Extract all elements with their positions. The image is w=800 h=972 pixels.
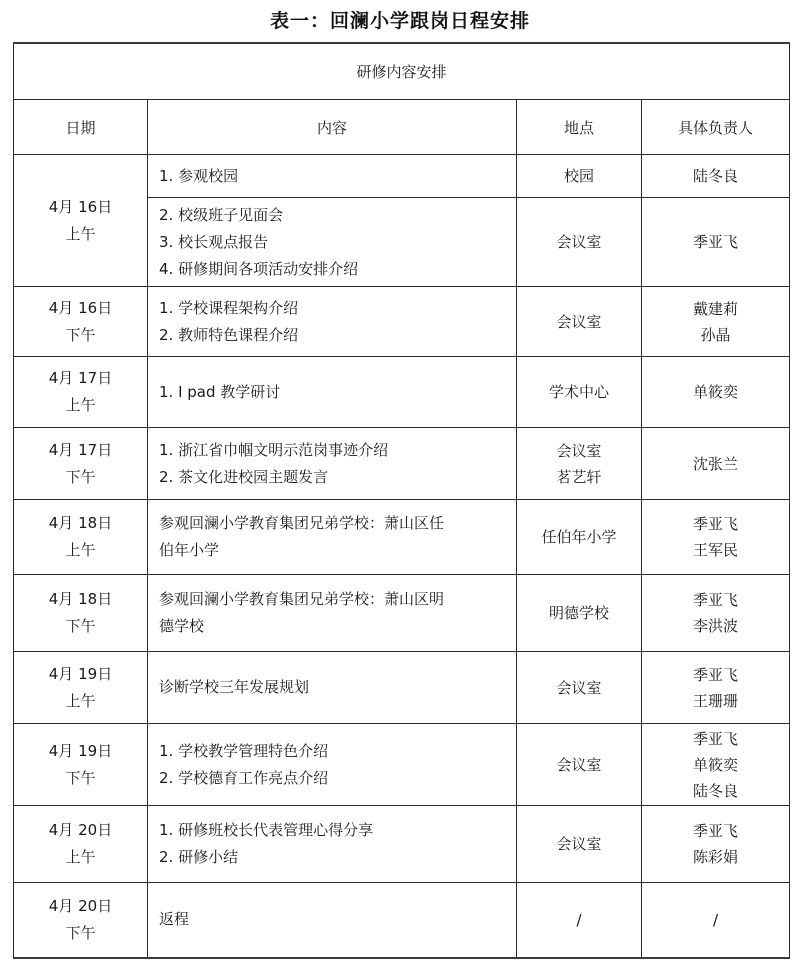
owner-name: 王珊珊	[693, 691, 739, 710]
owner-name: 陆冬良	[693, 781, 739, 800]
content-line: 2. 学校德育工作亮点介绍	[159, 768, 329, 787]
owner-cell	[642, 287, 790, 357]
period-text: 下午	[65, 325, 96, 344]
place-cell	[517, 428, 642, 500]
owner-cell	[642, 724, 790, 806]
owner-name: 季亚飞	[693, 515, 739, 533]
period-text: 下午	[65, 467, 96, 486]
column-header-content: 内容	[148, 100, 517, 155]
date-cell	[14, 287, 148, 357]
place-text: 会议室	[556, 312, 602, 331]
owner-name: 单筱奕	[693, 383, 739, 401]
table-row	[14, 806, 790, 883]
owner-cell	[642, 198, 790, 287]
table-row	[14, 428, 790, 500]
place-text: /	[576, 910, 582, 929]
owner-name: 陈彩娟	[693, 848, 739, 866]
date-cell	[14, 883, 148, 958]
place-cell	[517, 883, 642, 958]
content-line: 1. 学校教学管理特色介绍	[159, 741, 329, 760]
content-line: 德学校	[159, 617, 205, 635]
column-header-date: 日期	[14, 100, 148, 155]
owner-cell	[642, 883, 790, 958]
owner-name: 季亚飞	[693, 665, 739, 684]
date-cell	[14, 428, 148, 500]
content-line: 2. 茶文化进校园主题发言	[159, 467, 329, 486]
place-text: 茗艺轩	[556, 467, 602, 486]
place-cell	[517, 287, 642, 357]
owner-name: 季亚飞	[693, 591, 739, 609]
owner-cell	[642, 652, 790, 724]
owner-name: /	[712, 910, 719, 929]
date-text: 4月 20日	[48, 821, 113, 839]
period-text: 下午	[65, 768, 96, 787]
date-cell	[14, 724, 148, 806]
place-text: 任伯年小学	[541, 528, 617, 546]
place-text: 明德学校	[548, 604, 609, 622]
column-header-place: 地点	[517, 100, 642, 155]
date-text: 4月 18日	[48, 514, 113, 532]
place-text: 会议室	[556, 835, 602, 853]
content-line: 伯年小学	[159, 541, 220, 559]
owner-name: 季亚飞	[693, 729, 739, 748]
date-cell	[14, 357, 148, 428]
content-cell	[148, 500, 517, 575]
owner-name: 季亚飞	[693, 233, 739, 251]
content-cell	[148, 652, 517, 724]
content-line: 1. 学校课程架构介绍	[159, 298, 299, 317]
date-text: 4月 19日	[48, 664, 113, 683]
place-text: 校园	[563, 167, 594, 185]
content-cell	[148, 883, 517, 958]
content-line: 2. 研修小结	[159, 848, 239, 866]
period-text: 上午	[65, 224, 96, 243]
date-text: 4月 16日	[48, 298, 113, 317]
column-header-owner: 具体负责人	[642, 100, 790, 155]
owner-name: 季亚飞	[693, 822, 739, 840]
owner-cell	[642, 500, 790, 575]
table-row	[14, 883, 790, 958]
date-cell	[14, 652, 148, 724]
owner-name: 戴建莉	[693, 299, 739, 318]
place-text: 会议室	[556, 755, 602, 774]
table-row	[14, 724, 790, 806]
place-cell	[517, 155, 642, 198]
owner-name: 孙晶	[700, 325, 731, 344]
section-header: 研修内容安排	[14, 43, 790, 100]
date-cell	[14, 575, 148, 652]
owner-cell	[642, 357, 790, 428]
content-cell	[148, 806, 517, 883]
content-cell	[148, 724, 517, 806]
place-text: 会议室	[556, 233, 602, 251]
table-row	[14, 287, 790, 357]
content-line: 1. 浙江省巾帼文明示范岗事迹介绍	[159, 440, 389, 459]
owner-cell	[642, 428, 790, 500]
period-text: 上午	[65, 396, 96, 414]
date-text: 4月 18日	[48, 590, 113, 608]
table-row	[14, 500, 790, 575]
owner-cell	[642, 155, 790, 198]
date-text: 4月 17日	[48, 369, 113, 387]
content-cell	[148, 428, 517, 500]
owner-name: 单筱奕	[693, 755, 739, 774]
content-cell	[148, 287, 517, 357]
place-cell	[517, 575, 642, 652]
place-text: 会议室	[556, 441, 602, 460]
content-cell	[148, 198, 517, 287]
date-text: 4月 17日	[48, 440, 113, 459]
page-title: 表一：回澜小学跟岗日程安排	[269, 10, 530, 32]
date-text: 4月 19日	[48, 741, 113, 760]
column-header-row	[14, 100, 790, 155]
section-header-row	[14, 43, 790, 100]
owner-name: 陆冬良	[693, 167, 739, 185]
content-line: 2. 校级班子见面会	[159, 205, 284, 224]
content-line: 返程	[159, 910, 190, 929]
content-line: 1. 研修班校长代表管理心得分享	[159, 821, 374, 839]
date-text: 4月 20日	[48, 896, 113, 915]
place-cell	[517, 724, 642, 806]
date-cell	[14, 155, 148, 287]
period-text: 上午	[65, 691, 96, 710]
place-text: 会议室	[556, 678, 602, 697]
content-line: 参观回澜小学教育集团兄弟学校：萧山区任	[159, 514, 445, 532]
content-cell	[148, 155, 517, 198]
table-row	[14, 575, 790, 652]
content-line: 3. 校长观点报告	[159, 232, 269, 251]
content-cell	[148, 357, 517, 428]
place-cell	[517, 357, 642, 428]
content-line: 参观回澜小学教育集团兄弟学校：萧山区明	[159, 590, 445, 608]
content-line: 1. I pad 教学研讨	[159, 382, 281, 401]
table-row	[14, 155, 790, 198]
table-row	[14, 357, 790, 428]
owner-cell	[642, 575, 790, 652]
content-line: 4. 研修期间各项活动安排介绍	[159, 259, 359, 278]
schedule-table	[13, 42, 790, 959]
owner-cell	[642, 806, 790, 883]
period-text: 上午	[65, 848, 96, 866]
owner-name: 沈张兰	[693, 454, 739, 473]
period-text: 下午	[65, 617, 96, 635]
date-cell	[14, 500, 148, 575]
owner-name: 王军民	[693, 541, 739, 559]
table-row	[14, 652, 790, 724]
place-cell	[517, 806, 642, 883]
content-line: 诊断学校三年发展规划	[159, 678, 310, 696]
period-text: 下午	[65, 923, 96, 942]
content-line: 1. 参观校园	[159, 166, 239, 185]
content-line: 2. 教师特色课程介绍	[159, 325, 299, 344]
date-cell	[14, 806, 148, 883]
content-cell	[148, 575, 517, 652]
place-cell	[517, 652, 642, 724]
period-text: 上午	[65, 541, 96, 559]
place-text: 学术中心	[548, 383, 609, 401]
place-cell	[517, 198, 642, 287]
owner-name: 李洪波	[693, 617, 739, 635]
date-text: 4月 16日	[48, 197, 113, 216]
place-cell	[517, 500, 642, 575]
